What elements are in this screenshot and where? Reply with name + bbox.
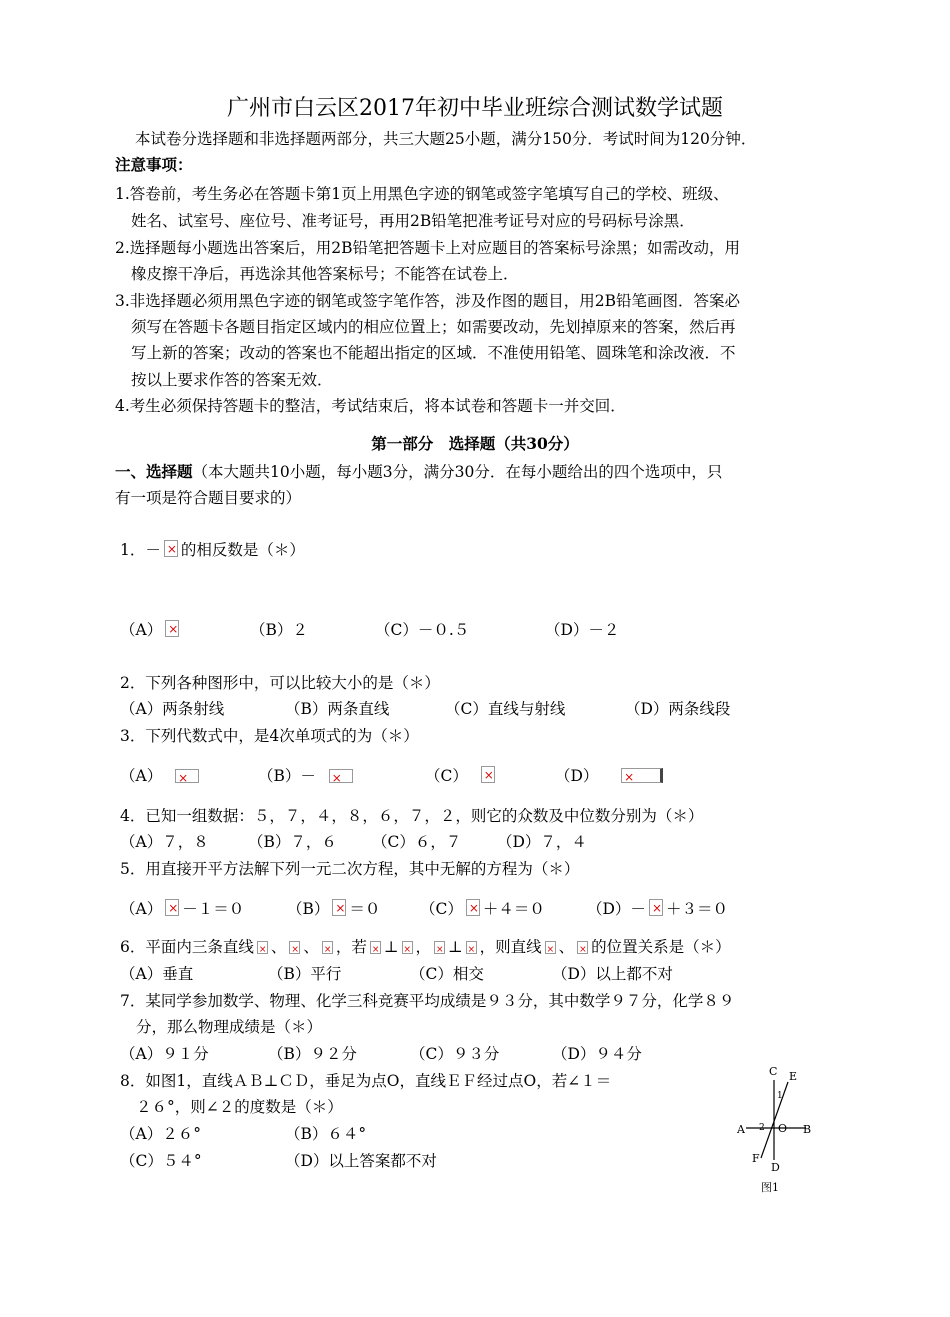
question-3-stem: 3．下列代数式中，是4次单项式的为（＊） (120, 727, 419, 745)
section1-line1 (115, 461, 722, 483)
question-4-option-c: （C）６，７ (372, 833, 462, 851)
question-7-option-b: （B）９２分 (268, 1045, 357, 1063)
question-3-option-a: （A） × (120, 765, 202, 787)
formula-image-placeholder (466, 899, 480, 916)
formula-image-placeholder (175, 769, 199, 783)
question-6-option-b: （B）平行 (268, 965, 342, 983)
question-5-option-b: （B）× ＝０ (287, 898, 380, 920)
formula-image-placeholder (577, 941, 588, 954)
figure-1-diagram (728, 1060, 828, 1200)
formula-image-placeholder (165, 899, 179, 916)
question-5-option-a: （A）× －１＝０ (120, 898, 244, 920)
note-line: 1.答卷前，考生务必在答题卡第1页上用黑色字迹的钢笔或签字笔填写自己的学校、班级、 (115, 185, 729, 203)
part1-heading: 第一部分 选择题（共30分） (371, 434, 579, 453)
question-5-stem: 5．用直接开平方法解下列一元二次方程，其中无解的方程为（＊） (120, 860, 580, 878)
question-6-option-a: （A）垂直 (120, 965, 194, 983)
note-line: 姓名、试室号、座位号、准考证号，再用2B铅笔把准考证号对应的号码标号涂黑． (131, 212, 695, 230)
question-7-stem-line2: 分，那么物理成绩是（＊） (136, 1018, 323, 1036)
section1-label: 一、选择题 (115, 462, 193, 481)
note-line: 须写在答题卡各题目指定区域内的相应位置上；如需要改动，先划掉原来的答案，然后再 (131, 318, 736, 336)
question-8-option-c: （C）５４° (120, 1152, 202, 1170)
question-1-option-b: （B）２ (250, 621, 308, 639)
formula-image-placeholder (402, 941, 413, 954)
question-8-option-a: （A）２６° (120, 1125, 201, 1143)
label-angle-1: 1 (777, 1091, 783, 1101)
question-4-option-d: （D）７，４ (497, 833, 587, 851)
question-8-stem-line1: 8．如图1，直线ＡＢ⊥ＣＤ，垂足为点O，直线ＥＦ经过点O，若∠１＝ (120, 1072, 612, 1090)
figure-1 (728, 1060, 828, 1200)
formula-image-placeholder (165, 620, 179, 637)
question-4-option-a: （A）７，８ (120, 833, 209, 851)
figure-caption: 图1 (761, 1181, 779, 1194)
question-2-option-d: （D）两条线段 (625, 700, 731, 718)
formula-image-placeholder (481, 766, 495, 783)
question-7-option-d: （D）９４分 (552, 1045, 642, 1063)
question-7-option-a: （A）９１分 (120, 1045, 209, 1063)
label-d: D (771, 1161, 780, 1174)
formula-image-placeholder (649, 899, 663, 916)
question-1-option-a: （A）× (120, 619, 182, 641)
formula-image-placeholder (329, 769, 353, 783)
formula-image-placeholder (322, 941, 333, 954)
label-a: A (737, 1123, 745, 1136)
question-8-option-b: （B）６４° (285, 1125, 367, 1143)
question-4-stem: 4．已知一组数据：５，７，４，８，６，７，２，则它的众数及中位数分别为（＊） (120, 807, 704, 825)
question-7-option-c: （C）９３分 (410, 1045, 500, 1063)
exam-intro: 本试卷分选择题和非选择题两部分，共三大题25小题，满分150分．考试时间为120分钟． (135, 130, 757, 148)
formula-image-placeholder (370, 941, 381, 954)
exam-title: 广州市白云区2017年初中毕业班综合测试数学试题 (227, 96, 723, 121)
formula-image-placeholder (466, 941, 477, 954)
question-6-option-c: （C）相交 (410, 965, 484, 983)
notes-heading: 注意事项： (115, 155, 193, 174)
question-8-option-d: （D）以上答案都不对 (285, 1152, 437, 1170)
formula-image-placeholder (289, 941, 300, 954)
formula-image-placeholder (621, 768, 663, 783)
question-2-option-c: （C）直线与射线 (445, 700, 566, 718)
question-7-stem-line1: 7．某同学参加数学、物理、化学三科竞赛平均成绩是９３分，其中数学９７分，化学８９ (120, 992, 735, 1010)
note-line: 按以上要求作答的答案无效． (131, 371, 333, 389)
label-angle-2: 2 (759, 1123, 765, 1133)
note-line: 写上新的答案；改动的答案也不能超出指定的区域．不准使用铅笔、圆珠笔和涂改液．不 (131, 344, 736, 362)
question-8-stem-line2: ２６°，则∠２的度数是（＊） (136, 1098, 343, 1116)
question-3-option-b: （B）－ × (258, 765, 356, 787)
question-3-option-c: （C） × (425, 765, 498, 787)
question-1-stem: 1．－× 的相反数是（＊） (120, 539, 305, 561)
note-line: 4.考生必须保持答题卡的整洁，考试结束后，将本试卷和答题卡一并交回． (115, 397, 626, 415)
question-2-option-b: （B）两条直线 (285, 700, 390, 718)
question-6-option-d: （D）以上都不对 (552, 965, 673, 983)
note-line: 3.非选择题必须用黑色字迹的钢笔或签字笔作答，涉及作图的题目，用2B铅笔画图．答案必 (115, 292, 741, 310)
question-5-option-d: （D）－× ＋３＝０ (587, 898, 728, 920)
formula-image-placeholder (545, 941, 556, 954)
question-2-option-a: （A）两条射线 (120, 700, 225, 718)
section1-desc-line2: 有一项是符合题目要求的） (115, 489, 302, 507)
question-1-option-c: （C）－０.５ (375, 621, 470, 639)
question-4-option-b: （B）７，６ (248, 833, 337, 851)
label-o: O (778, 1122, 788, 1135)
question-2-stem: 2．下列各种图形中，可以比较大小的是（＊） (120, 674, 440, 692)
label-f: F (752, 1152, 760, 1165)
label-b: B (803, 1123, 812, 1136)
section1-desc: （本大题共10小题，每小题3分，满分30分．在每小题给出的四个选项中，只 (192, 463, 723, 481)
note-line: 橡皮擦干净后，再选涂其他答案标号；不能答在试卷上． (131, 265, 519, 283)
note-line: 2.选择题每小题选出答案后，用2B铅笔把答题卡上对应题目的答案标号涂黑；如需改动，用 (115, 239, 741, 257)
formula-image-placeholder (257, 941, 268, 954)
question-5-option-c: （C）× ＋４＝０ (420, 898, 545, 920)
question-1-option-d: （D）－２ (545, 621, 620, 639)
formula-image-placeholder (434, 941, 445, 954)
label-e: E (789, 1070, 798, 1083)
formula-image-placeholder (332, 899, 346, 916)
question-3-option-d: （D） × (555, 765, 666, 787)
formula-image-placeholder (164, 540, 178, 557)
question-6-stem: 6．平面内三条直线× 、× 、× ，若× ⊥× ，× ⊥× ，则直线× 、× 的位置关系是（＊） (120, 936, 731, 958)
label-c: C (769, 1065, 778, 1078)
